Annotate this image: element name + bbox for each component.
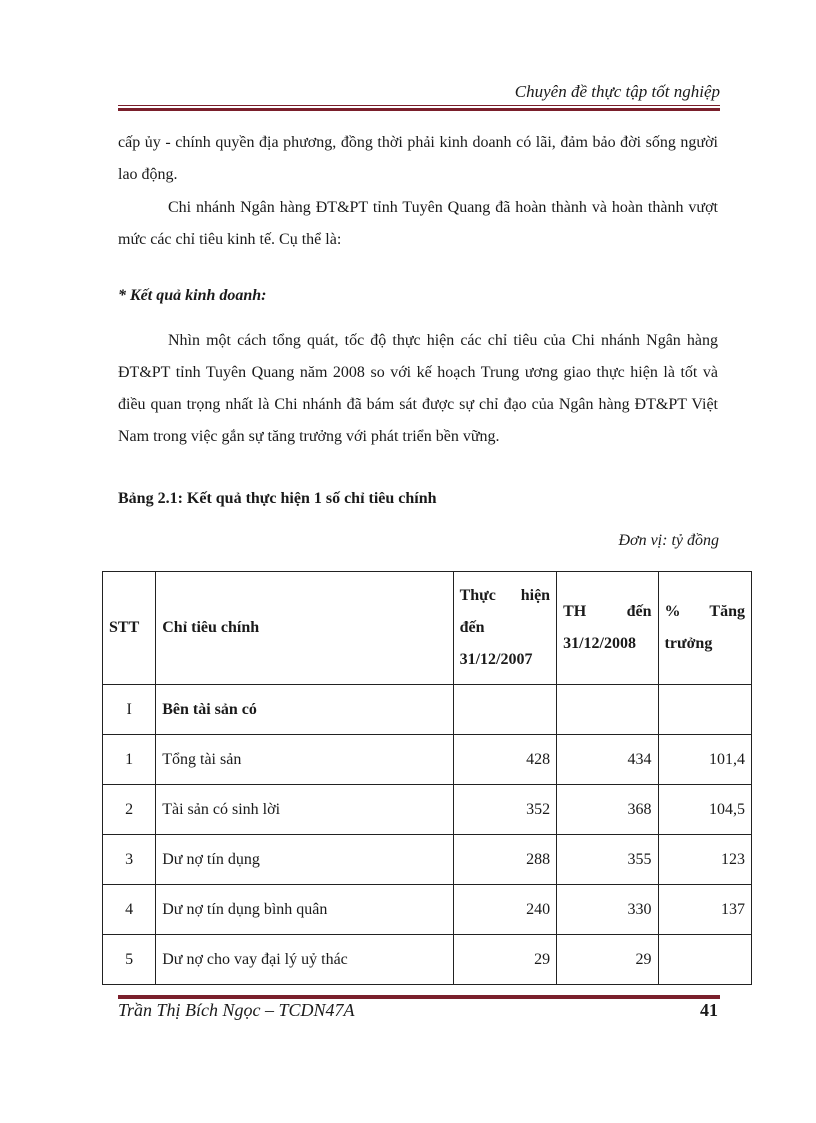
row-value-2007: 29: [453, 935, 556, 985]
row-name: Dư nợ tín dụng: [156, 835, 453, 885]
table-unit: Đơn vị: tỷ đồng: [618, 532, 719, 549]
page-number: 41: [700, 1000, 718, 1020]
footer-rule: [118, 993, 720, 999]
paragraph-3-text: Nhìn một cách tổng quát, tốc độ thực hiện các chỉ tiêu của Chi nhánh Ngân hàng ĐT&PT tỉnh Tuyên Quang năm 2008 so với kế hoạch Trung ương giao thực hiện là tốt và điều quan trọng nhất là Chi nhánh đã bám sát được sự chỉ đạo của Ngân hàng ĐT&PT Việt Nam trong việc gắn sự tăng trưởng với phát triển bền vững.: [118, 332, 718, 445]
row-value-2008: 434: [557, 735, 658, 785]
footer-author: Trần Thị Bích Ngọc – TCDN47A: [118, 1000, 355, 1020]
row-name: Dư nợ cho vay đại lý uỷ thác: [156, 935, 453, 985]
table-row: [103, 785, 752, 835]
row-value-2008: 330: [557, 885, 658, 935]
header-name: Chỉ tiêu chính: [156, 572, 453, 685]
row-name: Dư nợ tín dụng bình quân: [156, 885, 453, 935]
row-value-2007: 352: [453, 785, 556, 835]
row-name: Tài sản có sinh lời: [156, 785, 453, 835]
header-2008: [557, 572, 658, 685]
header-growth: [658, 572, 751, 685]
section-cell-empty: [453, 685, 556, 735]
section-heading: * Kết quả kinh doanh:: [118, 287, 267, 304]
paragraph-1: [118, 127, 718, 191]
header-2007: [453, 572, 556, 685]
header-growth-word-2: trưởng: [664, 635, 713, 652]
header-2007-word-3: đến: [459, 619, 485, 636]
paragraph-1-text: cấp ủy - chính quyền địa phương, đồng thời phải kinh doanh có lãi, đảm bảo đời sống người lao động.: [118, 134, 718, 183]
table-header-row: [103, 572, 752, 685]
paragraph-2: [118, 192, 718, 256]
row-value-2008: 368: [557, 785, 658, 835]
header-2008-word-2: đến: [626, 603, 652, 620]
row-stt: 1: [103, 735, 156, 785]
section-cell-empty: [557, 685, 658, 735]
section-cell-empty: [658, 685, 751, 735]
row-name: Tổng tài sản: [156, 735, 453, 785]
row-growth: 123: [658, 835, 751, 885]
table-caption: Bảng 2.1: Kết quả thực hiện 1 số chỉ tiêu chính: [118, 490, 437, 507]
row-stt: 4: [103, 885, 156, 935]
row-growth: 104,5: [658, 785, 751, 835]
row-growth: 101,4: [658, 735, 751, 785]
row-growth: 137: [658, 885, 751, 935]
row-value-2007: 288: [453, 835, 556, 885]
header-rule: [118, 105, 720, 111]
table-section-row: [103, 685, 752, 735]
header-2008-word-1: TH: [563, 603, 587, 620]
row-value-2008: 355: [557, 835, 658, 885]
row-stt: 3: [103, 835, 156, 885]
row-growth: [658, 935, 751, 985]
header-stt: STT: [103, 572, 156, 685]
row-stt: 2: [103, 785, 156, 835]
header-2007-date: 31/12/2007: [459, 651, 533, 668]
row-value-2007: 240: [453, 885, 556, 935]
header-growth-word-1: Tăng: [709, 603, 745, 620]
table-row: [103, 885, 752, 935]
section-name: Bên tài sản có: [156, 685, 453, 735]
header-growth-symbol: %: [664, 603, 681, 620]
header-2007-word-2: hiện: [520, 587, 551, 604]
row-value-2007: 428: [453, 735, 556, 785]
table-row: [103, 735, 752, 785]
section-stt: I: [103, 685, 156, 735]
header-2008-date: 31/12/2008: [563, 635, 636, 652]
row-value-2008: 29: [557, 935, 658, 985]
page-header-title: Chuyên đề thực tập tốt nghiệp: [514, 82, 720, 101]
table-row: [103, 835, 752, 885]
paragraph-3: [118, 325, 718, 453]
header-2007-word-1: Thực: [459, 587, 496, 604]
paragraph-2-text: Chi nhánh Ngân hàng ĐT&PT tỉnh Tuyên Quang đã hoàn thành và hoàn thành vượt mức các chỉ tiêu kinh tế. Cụ thể là:: [118, 199, 718, 248]
row-stt: 5: [103, 935, 156, 985]
indicator-table: [102, 571, 752, 985]
table-row: [103, 935, 752, 985]
